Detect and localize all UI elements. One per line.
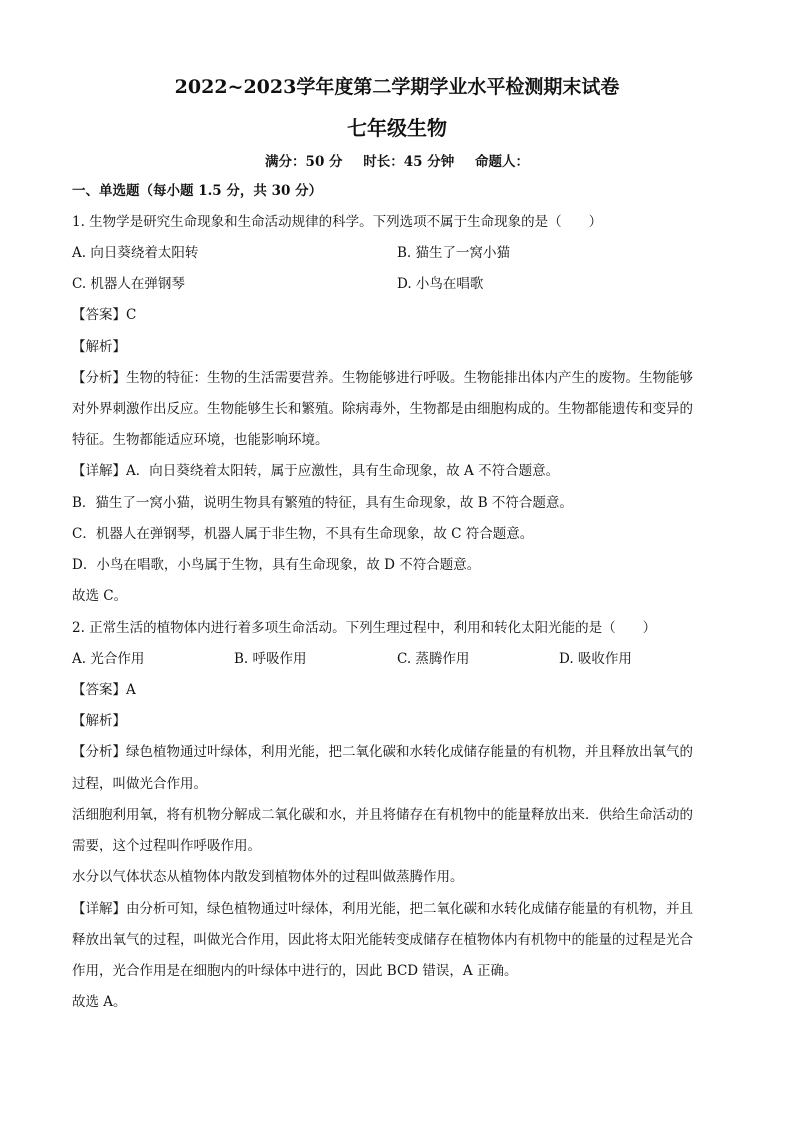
q1-option-d: D. 小鸟在唱歌 [397,276,484,292]
q2-option-d: D. 吸收作用 [559,651,632,667]
author: 命题人： [474,154,529,170]
q1-detail-line: D．小鸟在唱歌，小鸟属于生物，具有生命现象，故 D 不符合题意。 [72,557,481,573]
q1-detail-line: C．机器人在弹钢琴，机器人属于非生物，不具有生命现象，故 C 符合题意。 [72,526,534,542]
q2-fenxi-line: 【分析】绿色植物通过叶绿体，利用光能，把二氧化碳和水转化成储存能量的有机物，并且释放出氧气的 [72,744,693,760]
q2-fenxi-line: 活细胞利用氧，将有机物分解成二氧化碳和水，并且将储存在有机物中的能量释放出来．供给生命活动的 [72,807,693,823]
q2-detail-line: 【详解】由分析可知，绿色植物通过叶绿体，利用光能，把二氧化碳和水转化成储存能量的有机物，并且 [72,901,693,917]
exam-subtitle: 七年级生物 [347,116,447,140]
q1-detail-line: 【详解】A．向日葵绕着太阳转，属于应激性，具有生命现象，故 A 不符合题意。 [72,463,560,479]
full-score: 满分：50 分 [265,154,343,170]
q2-conclusion: 故选 A。 [72,994,127,1010]
q1-option-a: A. 向日葵绕着太阳转 [72,245,199,261]
q2-fenxi-line: 需要，这个过程叫作呼吸作用。 [72,838,261,854]
q1-answer: 【答案】C [72,307,137,323]
exam-meta [0,150,794,170]
exam-title: 2022~2023学年度第二学期学业水平检测期末试卷 [174,76,620,98]
q1-conclusion: 故选 C。 [72,588,128,604]
q2-stem: 2. 正常生活的植物体内进行着多项生命活动。下列生理过程中，利用和转化太阳光能的是（ ） [72,620,657,636]
duration: 时长：45 分钟 [363,154,455,170]
q1-option-b: B. 猫生了一窝小猫 [397,245,511,261]
q1-fenxi-line: 特征。生物都能适应环境，也能影响环境。 [72,432,329,448]
q1-fenxi-line: 对外界刺激作出反应。生物能够生长和繁殖。除病毒外，生物都是由细胞构成的。生物都能遗传和变异的 [72,401,693,417]
q2-analysis-label: 【解析】 [72,713,126,729]
q1-stem: 1. 生物学是研究生命现象和生命活动规律的科学。下列选项不属于生命现象的是（ ） [72,214,603,230]
q1-fenxi-line: 【分析】生物的特征：生物的生活需要营养。生物能够进行呼吸。生物能排出体内产生的废物。生物能够 [72,370,693,386]
q2-answer: 【答案】A [72,682,136,698]
q2-fenxi-line: 水分以气体状态从植物体内散发到植物体外的过程叫做蒸腾作用。 [72,869,464,885]
q1-analysis-label: 【解析】 [72,339,126,355]
section-heading: 一、单选题（每小题 1.5 分，共 30 分） [72,183,323,199]
q1-detail-line: B．猫生了一窝小猫，说明生物具有繁殖的特征，具有生命现象，故 B 不符合题意。 [72,495,573,511]
q2-detail-line: 作用，光合作用是在细胞内的叶绿体中进行的，因此 BCD 错误，A 正确。 [72,963,518,979]
q1-option-c: C. 机器人在弹钢琴 [72,276,185,292]
q2-detail-line: 释放出氧气的过程，叫做光合作用，因此将太阳光能转变成储存在植物体内有机物中的能量的过程是光合 [72,932,693,948]
q2-option-c: C. 蒸腾作用 [397,651,470,667]
q2-fenxi-line: 过程，叫做光合作用。 [72,776,207,792]
q2-option-b: B. 呼吸作用 [234,651,307,667]
q2-option-a: A. 光合作用 [72,651,145,667]
